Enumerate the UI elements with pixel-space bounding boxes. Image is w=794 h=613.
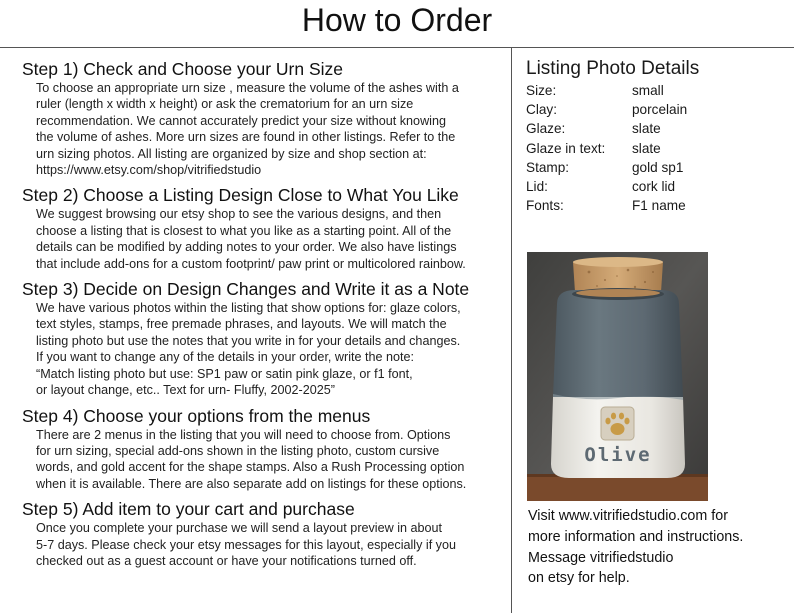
urn-photo: [527, 252, 708, 501]
detail-key: Glaze in text:: [526, 140, 606, 156]
detail-row-stamp: [526, 158, 786, 177]
listing-details: [526, 58, 786, 215]
urn-name-text: Olive: [584, 444, 652, 466]
visit-line: Message vitrifiedstudio: [528, 549, 674, 566]
step-body: [22, 300, 510, 398]
step-title: Step 2) Choose a Listing Design Close to What You Like: [22, 185, 459, 206]
step-body: [22, 520, 510, 569]
detail-key: Glaze:: [526, 121, 566, 137]
step-1: [22, 58, 510, 178]
step-line: We have various photos within the listing that show options for: glaze colors,: [36, 301, 461, 316]
step-line: the volume of ashes. More urn sizes are found in other listings. Refer to the: [36, 130, 456, 145]
detail-row-size: [526, 81, 786, 100]
step-line: ruler (length x width x height) or ask the crematorium for an urn size: [36, 97, 414, 112]
visit-line: more information and instructions.: [528, 528, 744, 545]
step-4: [22, 405, 510, 493]
detail-value: slate: [632, 121, 661, 137]
step-line: for urn sizing, special add-ons shown in the listing photo, custom cursive: [36, 443, 440, 458]
steps-column: [22, 58, 510, 575]
step-line: We suggest browsing our etsy shop to see the various designs, and then: [36, 207, 442, 222]
cork-top: [573, 257, 663, 267]
step-line: details can be modified by adding notes to your order. We also have listings: [36, 240, 457, 255]
detail-row-glaze-in-text: [526, 139, 786, 158]
step-line: If you want to change any of the details in your order, write the note:: [36, 350, 415, 365]
cork-seat: [576, 289, 660, 297]
step-line: Once you complete your purchase we will send a layout preview in about: [36, 521, 443, 536]
listing-details-title: Listing Photo Details: [526, 58, 700, 79]
header-divider: [0, 47, 794, 48]
step-title: Step 1) Check and Choose your Urn Size: [22, 59, 343, 79]
urn-glaze: [553, 290, 683, 397]
detail-key: Lid:: [526, 179, 548, 195]
detail-row-fonts: [526, 196, 786, 215]
detail-key: Stamp:: [526, 159, 570, 175]
step-line: or layout change, etc.. Text for urn- Fluffy, 2002-2025”: [36, 383, 335, 398]
detail-key: Clay:: [526, 102, 557, 118]
step-title: Step 4) Choose your options from the menus: [22, 405, 371, 426]
step-3: [22, 278, 510, 398]
step-line: listing photo but use the notes that you write in for your details and changes.: [36, 333, 461, 348]
column-divider: [511, 47, 512, 613]
detail-key: Size:: [526, 83, 557, 98]
page-title: How to Order: [301, 2, 493, 38]
step-line: text styles, stamps, free premade phrases, and layouts. We will match the: [36, 317, 447, 332]
detail-key: Fonts:: [526, 198, 564, 214]
step-line: that include add-ons for a custom footprint/ paw print or multicolored rainbow.: [36, 256, 466, 271]
step-line: words, and gold accent for the shape stamps. Also a Rush Processing option: [36, 460, 465, 475]
step-line: recommendation. We cannot accurately predict your size without knowing: [36, 113, 446, 128]
detail-value: porcelain: [632, 102, 688, 118]
step-line: 5-7 days. Please check your etsy messages for this layout, especially if you: [36, 537, 456, 552]
step-line: when it is available. There are also separate add on listings for these options.: [36, 476, 467, 491]
visit-note: [528, 506, 790, 589]
step-line: To choose an appropriate urn size , measure the volume of the ashes with a: [36, 81, 459, 95]
step-line: choose a listing that is closest to what you like as a starting point. All of the: [36, 223, 452, 238]
step-body: [22, 206, 510, 272]
step-line: urn sizing photos. All listing are organized by size and shop section at:: [36, 146, 427, 161]
step-body: [22, 427, 510, 493]
step-2: [22, 184, 510, 272]
detail-value: cork lid: [632, 179, 676, 195]
visit-line: on etsy for help.: [528, 570, 630, 587]
shop-url: https://www.etsy.com/shop/vitrifiedstudio: [36, 163, 262, 178]
visit-line: Visit www.vitrifiedstudio.com for: [528, 508, 728, 524]
step-5: [22, 498, 510, 569]
detail-row-lid: [526, 177, 786, 196]
step-title: Step 5) Add item to your cart and purchase: [22, 499, 355, 520]
step-title: Step 3) Decide on Design Changes and Write it as a Note: [22, 279, 470, 300]
paw-stamp-icon: [601, 407, 634, 440]
step-line: “Match listing photo but use: SP1 paw or satin pink glaze, or f1 font,: [36, 366, 413, 381]
detail-row-clay: [526, 100, 786, 119]
detail-value: slate: [632, 140, 661, 156]
detail-value: F1 name: [632, 198, 686, 214]
detail-value: small: [632, 83, 664, 98]
detail-value: gold sp1: [632, 159, 684, 175]
urn-illustration: [527, 252, 708, 501]
step-body: [22, 80, 510, 178]
wood-table: [527, 474, 708, 501]
step-line: checked out as a guest account or have your notifications turned off.: [36, 553, 417, 568]
detail-row-glaze: [526, 119, 786, 138]
step-line: There are 2 menus in the listing that you will need to choose from. Options: [36, 427, 451, 442]
